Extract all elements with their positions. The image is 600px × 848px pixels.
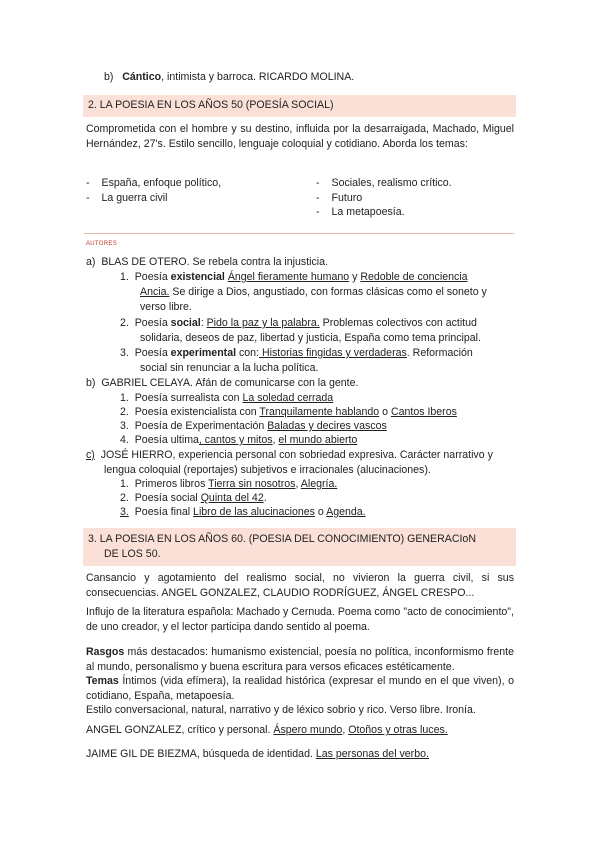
themes-right <box>316 176 452 220</box>
hierro-item-2: 2. Poesía social Quinta del 42. <box>120 492 267 504</box>
autores-label: AUTORES <box>86 241 117 247</box>
celaya-item-4: 4. Poesía ultima, cantos y mitos, el mundo abierto <box>120 434 358 446</box>
estilo-line: Estilo conversacional, natural, narrativo y de léxico sobrio y rico. Verso libre. Ironía. <box>86 704 476 716</box>
blas-item-1-cont2: verso libre. <box>140 301 192 313</box>
author-celaya: b) GABRIEL CELAYA. Afán de comunicarse con la gente. <box>86 377 359 389</box>
blas-item-1: 1. Poesía existencial Ángel fieramente humano y Redoble de conciencia <box>120 271 468 283</box>
list-item: - Futuro <box>316 191 363 204</box>
celaya-item-2: 2. Poesía existencialista con Tranquilamente hablando o Cantos Iberos <box>120 406 457 418</box>
celaya-item-1: 1. Poesía surrealista con La soledad cerrada <box>120 392 334 404</box>
section-intro: Comprometida con el hombre y su destino, influida por la desarraigada, Machado, Miguel Hernández, 27's. Estilo sencillo, lenguaje coloquial y cotidiano. Aborda los temas: <box>86 123 514 150</box>
list-item: - España, enfoque político, <box>86 177 222 189</box>
item-letter: b) <box>104 71 114 83</box>
paragraph: Influjo de la literatura española: Machado y Cernuda. Poema como "acto de conocimiento", de uno creador, y el lector participa dando sentido al poema. <box>86 606 514 633</box>
blas-item-2: 2. Poesía social: Pido la paz y la palabra. Problemas colectivos con actitud <box>120 317 477 329</box>
section-heading: 3. LA POESIA EN LOS AÑOS 60. (POESIA DEL CONOCIMIENTO) GENERACIoN <box>88 533 476 545</box>
jaime-line: JAIME GIL DE BIEZMA, búsqueda de identidad. Las personas del verbo. <box>86 748 429 760</box>
blas-item-3: 3. Poesía experimental con: Historias fingidas y verdaderas. Reformación <box>120 347 473 359</box>
hierro-item-1: 1. Primeros libros Tierra sin nosotros, Alegría. <box>120 478 338 490</box>
list-item: - La metapoesía. <box>316 206 405 218</box>
section-heading: 2. LA POESIA EN LOS AÑOS 50 (POESÍA SOCIAL) <box>88 99 334 111</box>
hierro-item-3: 3. Poesía final Libro de las alucinaciones o Agenda. <box>120 506 366 518</box>
rasgos-paragraph: Rasgos más destacados: humanismo existencial, poesía no política, inconformismo frente al mundo, personalismo y buena escritura para versos eficaces estéticamente. <box>86 646 514 673</box>
angel-line: ANGEL GONZALEZ, crítico y personal. Áspero mundo, Otoños y otras luces. <box>86 724 448 736</box>
celaya-item-3: 3. Poesía de Experimentación Baladas y decires vascos <box>120 420 387 432</box>
divider <box>84 233 514 234</box>
section-heading-cont: DE LOS 50. <box>104 548 161 560</box>
work-title: Cántico <box>122 71 162 83</box>
top-item <box>104 70 354 85</box>
blas-item-1-cont: Ancia. Se dirige a Dios, angustiado, con formas clásicas como el soneto y <box>140 286 487 298</box>
list-item: - Sociales, realismo crítico. <box>316 177 452 189</box>
author-hierro-cont: lengua coloquial (reportajes) subjetivos e irracionales (alucinaciones). <box>104 464 431 476</box>
blas-item-2-cont: solidaria, deseos de paz, libertad y justicia, España como tema principal. <box>140 332 481 344</box>
themes-left <box>86 176 221 205</box>
author-hierro: c) JOSÉ HIERRO, experiencia personal con sobriedad expresiva. Carácter narrativo y <box>86 449 493 461</box>
paragraph: Cansancio y agotamiento del realismo social, no vivieron la guerra civil, si sus consecuencias. ANGEL GONZALEZ, CLAUDIO RODRÍGUEZ, ÁNGEL CRESPO... <box>86 572 514 599</box>
author-blas: a) BLAS DE OTERO. Se rebela contra la injusticia. <box>86 256 328 268</box>
item-text: , intimista y barroca. RICARDO MOLINA. <box>161 71 355 83</box>
temas-paragraph: Temas Íntimos (vida efímera), la realidad histórica (expresar el mundo en el que viven), o cotidiano, España, metapoesía. <box>86 675 514 702</box>
blas-item-3-cont: social sin renunciar a la lucha política. <box>140 362 319 374</box>
list-item: - La guerra civil <box>86 191 168 204</box>
